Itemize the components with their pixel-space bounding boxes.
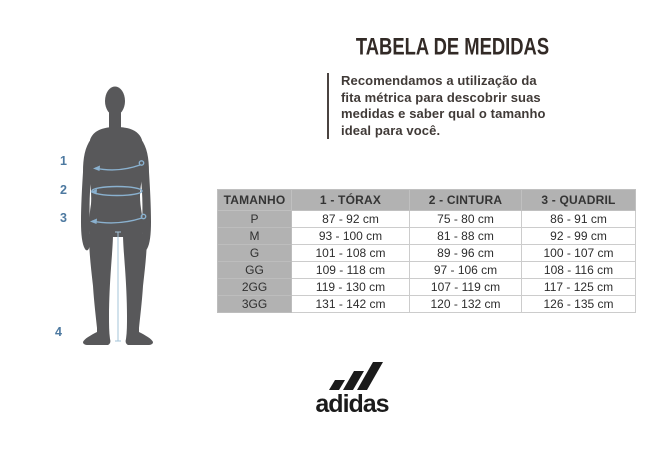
size-table-header-row <box>218 190 636 211</box>
measure-point-label-1: 1 <box>60 154 67 168</box>
size-row-2gg <box>218 279 636 296</box>
size-cell: 2GG <box>218 279 292 296</box>
measure-cell: 108 - 116 cm <box>522 262 636 279</box>
measure-cell: 101 - 108 cm <box>292 245 410 262</box>
size-table <box>217 189 636 313</box>
measure-cell: 100 - 107 cm <box>522 245 636 262</box>
page-title: TABELA DE MEDIDAS <box>355 32 550 60</box>
size-row-3gg <box>218 296 636 313</box>
intro-line: medidas e saber qual o tamanho <box>341 106 546 121</box>
size-row-p <box>218 211 636 228</box>
header-tamanho: TAMANHO <box>218 190 292 211</box>
intro-line: ideal para você. <box>341 122 441 138</box>
intro-line: Recomendamos a utilização da <box>341 73 537 88</box>
adidas-wordmark: adidas <box>315 390 389 418</box>
measure-cell: 117 - 125 cm <box>522 279 636 296</box>
measure-cell: 126 - 135 cm <box>522 296 636 313</box>
measure-cell: 119 - 130 cm <box>292 279 410 296</box>
measure-cell: 131 - 142 cm <box>292 296 410 313</box>
measure-cell: 107 - 119 cm <box>410 279 522 296</box>
measure-cell: 87 - 92 cm <box>292 211 410 228</box>
adidas-logo <box>300 359 404 416</box>
measure-cell: 120 - 132 cm <box>410 296 522 313</box>
measure-cell: 97 - 106 cm <box>410 262 522 279</box>
intro-line: fita métrica para descobrir suas <box>341 89 541 105</box>
size-cell: GG <box>218 262 292 279</box>
size-cell: M <box>218 228 292 245</box>
header-cintura: 2 - CINTURA <box>410 190 522 211</box>
measure-point-label-2: 2 <box>60 183 67 197</box>
intro-text <box>327 73 579 139</box>
measure-cell: 75 - 80 cm <box>410 211 522 228</box>
measure-cell: 109 - 118 cm <box>292 262 410 279</box>
measure-cell: 86 - 91 cm <box>522 211 636 228</box>
measure-cell: 81 - 88 cm <box>410 228 522 245</box>
measure-point-label-4: 4 <box>55 325 62 339</box>
inseam-measure-line <box>115 232 121 341</box>
size-row-gg <box>218 262 636 279</box>
size-cell: G <box>218 245 292 262</box>
measure-point-label-3: 3 <box>60 211 67 225</box>
size-row-m <box>218 228 636 245</box>
size-cell: P <box>218 211 292 228</box>
measure-cell: 89 - 96 cm <box>410 245 522 262</box>
size-row-g <box>218 245 636 262</box>
size-cell: 3GG <box>218 296 292 313</box>
header-torax: 1 - TÓRAX <box>292 190 410 211</box>
adidas-three-stripes-icon <box>328 359 386 391</box>
body-silhouette-illustration <box>78 84 162 348</box>
measure-cell: 93 - 100 cm <box>292 228 410 245</box>
measure-cell: 92 - 99 cm <box>522 228 636 245</box>
header-quadril: 3 - QUADRIL <box>522 190 636 211</box>
